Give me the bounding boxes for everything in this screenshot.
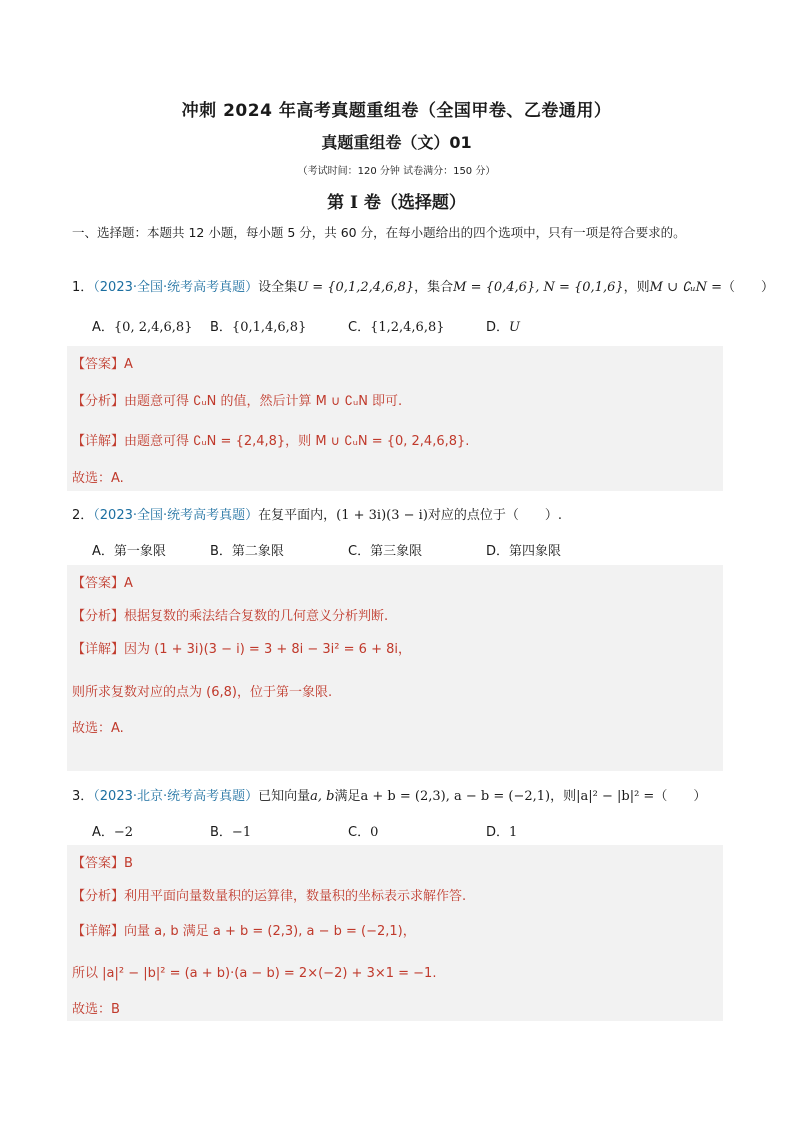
choice-line bbox=[72, 467, 124, 486]
stem-math: M = {0,4,6}, N = {0,1,6} bbox=[453, 280, 624, 295]
stem-math: |a|² − |b|² = bbox=[576, 789, 655, 804]
stem-text: 设全集 bbox=[258, 280, 298, 295]
option-d bbox=[486, 540, 561, 559]
answer-tag: 【答案】 bbox=[72, 856, 125, 871]
detail-text: 因为 (1 + 3i)(3 − i) = 3 + 8i − 3i² = 6 + 8i， bbox=[124, 642, 411, 657]
analysis-line bbox=[72, 390, 402, 409]
stem-math: a + b = (2,3), a − b = (−2,1) bbox=[360, 789, 551, 804]
option-label: B． bbox=[210, 544, 232, 559]
answer-value: A bbox=[124, 576, 133, 591]
answer-tag: 【答案】 bbox=[72, 357, 125, 372]
stem-text: 在复平面内， bbox=[258, 508, 337, 523]
option-text: 第一象限 bbox=[113, 544, 166, 559]
option-a bbox=[92, 316, 192, 335]
option-label: B． bbox=[210, 320, 232, 335]
question-source: （2023·北京·统考高考真题） bbox=[93, 789, 259, 804]
option-text: 1 bbox=[509, 825, 518, 840]
detail-text: 所以 |a|² − |b|² = (a + b)·(a − b) = 2×(−2) + 3×1 = −1. bbox=[72, 966, 437, 981]
choice-line bbox=[72, 717, 124, 736]
stem-math: U = {0,1,2,4,6,8} bbox=[297, 280, 415, 295]
option-c bbox=[348, 540, 422, 559]
analysis-line bbox=[72, 605, 388, 624]
section-heading: 第 I 卷（选择题） bbox=[327, 193, 466, 213]
answer-line bbox=[72, 852, 133, 871]
solution-box-2 bbox=[67, 565, 723, 771]
detail-line bbox=[72, 638, 411, 657]
option-label: D． bbox=[486, 825, 510, 840]
stem-math: a, b bbox=[310, 789, 335, 804]
detail-tag: 【详解】 bbox=[72, 924, 125, 939]
question-number: 3． bbox=[72, 789, 94, 804]
detail-text: 由题意可得 ∁ᵤN = {2,4,8}，则 M ∪ ∁ᵤN = {0, 2,4,6,8}. bbox=[124, 434, 470, 449]
option-label: D． bbox=[486, 320, 510, 335]
question-number: 2． bbox=[72, 508, 94, 523]
stem-text: 满足 bbox=[334, 789, 361, 804]
detail-tag: 【详解】 bbox=[72, 642, 125, 657]
option-label: D． bbox=[486, 544, 510, 559]
answer-line bbox=[72, 572, 133, 591]
stem-text: ，集合 bbox=[414, 280, 454, 295]
exam-time-info: （考试时间：120 分钟 试卷满分：150 分） bbox=[297, 166, 496, 177]
option-text: U bbox=[509, 320, 520, 335]
detail-line bbox=[72, 920, 416, 939]
option-label: A． bbox=[92, 320, 114, 335]
option-label: A． bbox=[92, 544, 114, 559]
choice-line bbox=[72, 998, 120, 1017]
option-label: B． bbox=[210, 825, 232, 840]
option-d bbox=[486, 821, 517, 840]
option-b bbox=[210, 316, 306, 335]
choice-text: 故选：A. bbox=[72, 471, 124, 486]
question-1-stem bbox=[72, 276, 774, 295]
analysis-tag: 【分析】 bbox=[72, 889, 125, 904]
choice-text: 故选：B bbox=[72, 1002, 120, 1017]
analysis-text: 根据复数的乘法结合复数的几何意义分析判断. bbox=[124, 609, 389, 624]
stem-text: （ ） bbox=[721, 280, 774, 295]
analysis-text: 由题意可得 ∁ᵤN 的值，然后计算 M ∪ ∁ᵤN 即可. bbox=[124, 394, 403, 409]
option-b bbox=[210, 540, 284, 559]
answer-line bbox=[72, 353, 133, 372]
detail-text: 则所求复数对应的点为 (6,8)，位于第一象限. bbox=[72, 685, 333, 700]
option-b bbox=[210, 821, 251, 840]
stem-text: 对应的点位于（ ）. bbox=[427, 508, 563, 523]
detail-line-2 bbox=[72, 681, 332, 700]
solution-box-1 bbox=[67, 346, 723, 491]
option-text: 第三象限 bbox=[370, 544, 423, 559]
question-source: （2023·全国·统考高考真题） bbox=[93, 508, 259, 523]
analysis-text: 利用平面向量数量积的运算律，数量积的坐标表示求解作答. bbox=[124, 889, 467, 904]
answer-value: A bbox=[124, 357, 133, 372]
option-d bbox=[486, 316, 520, 335]
detail-line bbox=[72, 430, 469, 449]
stem-text: ，则 bbox=[550, 789, 577, 804]
question-2-stem bbox=[72, 504, 562, 523]
option-label: C． bbox=[348, 825, 371, 840]
option-text: 第二象限 bbox=[231, 544, 284, 559]
option-text: 第四象限 bbox=[509, 544, 562, 559]
analysis-tag: 【分析】 bbox=[72, 394, 125, 409]
question-number: 1． bbox=[72, 280, 94, 295]
option-text: {0, 2,4,6,8} bbox=[113, 320, 193, 335]
option-label: C． bbox=[348, 544, 371, 559]
detail-line-2 bbox=[72, 962, 436, 981]
detail-tag: 【详解】 bbox=[72, 434, 125, 449]
option-c bbox=[348, 316, 445, 335]
section-instructions: 一、选择题：本题共 12 小题，每小题 5 分，共 60 分，在每小题给出的四个选项中，只有一项是符合要求的。 bbox=[72, 225, 686, 240]
stem-math: (1 + 3i)(3 − i) bbox=[336, 508, 428, 523]
option-text: {1,2,4,6,8} bbox=[370, 320, 445, 335]
analysis-line bbox=[72, 885, 466, 904]
option-text: −1 bbox=[231, 825, 252, 840]
stem-math: M ∪ ∁ᵤN = bbox=[649, 280, 722, 295]
stem-text: 已知向量 bbox=[258, 789, 311, 804]
option-c bbox=[348, 821, 378, 840]
option-text: −2 bbox=[113, 825, 134, 840]
stem-text: （ ） bbox=[654, 789, 707, 804]
question-source: （2023·全国·统考高考真题） bbox=[93, 280, 259, 295]
exam-subtitle-title: 真题重组卷（文）01 bbox=[321, 133, 472, 152]
option-label: C． bbox=[348, 320, 371, 335]
option-label: A． bbox=[92, 825, 114, 840]
detail-text: 向量 a, b 满足 a + b = (2,3), a − b = (−2,1)， bbox=[124, 924, 416, 939]
option-text: {0,1,4,6,8} bbox=[231, 320, 307, 335]
option-a bbox=[92, 540, 166, 559]
exam-title: 冲刺 2024 年高考真题重组卷（全国甲卷、乙卷通用） bbox=[181, 101, 612, 121]
option-text: 0 bbox=[370, 825, 379, 840]
analysis-tag: 【分析】 bbox=[72, 609, 125, 624]
question-3-stem bbox=[72, 785, 706, 804]
answer-value: B bbox=[124, 856, 133, 871]
choice-text: 故选：A. bbox=[72, 721, 124, 736]
stem-text: ，则 bbox=[623, 280, 650, 295]
answer-tag: 【答案】 bbox=[72, 576, 125, 591]
option-a bbox=[92, 821, 133, 840]
